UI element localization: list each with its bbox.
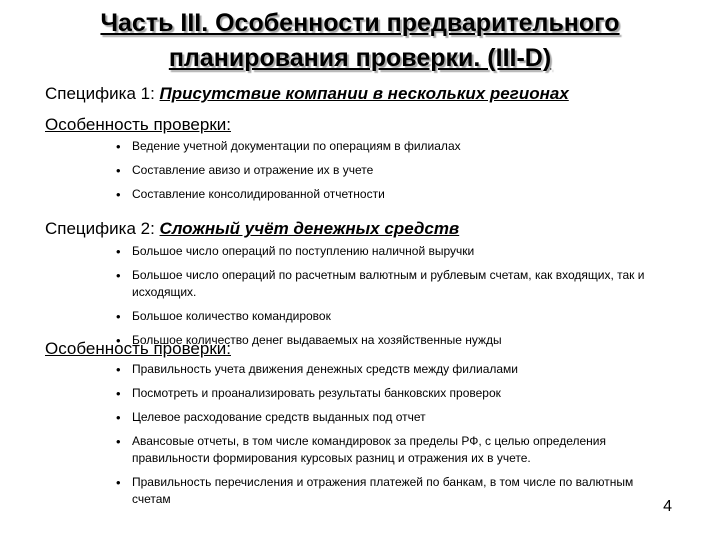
specifics-2-text: Сложный учёт денежных средств [159,219,460,238]
list-item: • Большое количество денег выдаваемых на хозяйственные нужды [116,332,656,349]
list-item: • Составление авизо и отражение их в учете [116,162,656,179]
bullet-list-3 [116,361,656,515]
specifics-2 [45,219,459,239]
list-item: • Большое число операций по поступлению наличной выручки [116,243,656,260]
list-item: • Правильность учета движения денежных средств между филиалами [116,361,656,378]
list-item: • Составление консолидированной отчетности [116,186,656,203]
page-number: 4 [663,498,672,515]
feature-label-2: Особенность проверки: [45,339,231,358]
list-item: • Большое число операций по расчетным валютным и рублевым счетам, как входящих, так и исходящих. [116,267,656,301]
specifics-2-label: Специфика 2: [45,219,160,238]
slide-title [20,6,700,76]
bullet-list-1 [116,138,656,210]
list-item: • Целевое расходование средств выданных под отчет [116,409,656,426]
list-item: • Большое количество командировок [116,308,656,325]
list-item: • Посмотреть и проанализировать результаты банковских проверок [116,385,656,402]
title-line-1: Часть III. Особенности предварительного [100,9,620,37]
list-item: • Авансовые отчеты, в том числе командировок за пределы РФ, с целью определения правильности формирования курсовых разниц и отражения их в учете. [116,433,656,467]
specifics-1 [45,84,569,104]
list-item: • Правильность перечисления и отражения платежей по банкам, в том числе по валютным счетам [116,474,656,508]
title-line-2: планирования проверки. (III-D) [168,44,552,72]
specifics-1-label: Специфика 1: [45,84,160,103]
specifics-1-text: Присутствие компании в нескольких регионах [159,84,569,103]
list-item: • Ведение учетной документации по операциям в филиалах [116,138,656,155]
feature-label-1: Особенность проверки: [45,115,231,134]
